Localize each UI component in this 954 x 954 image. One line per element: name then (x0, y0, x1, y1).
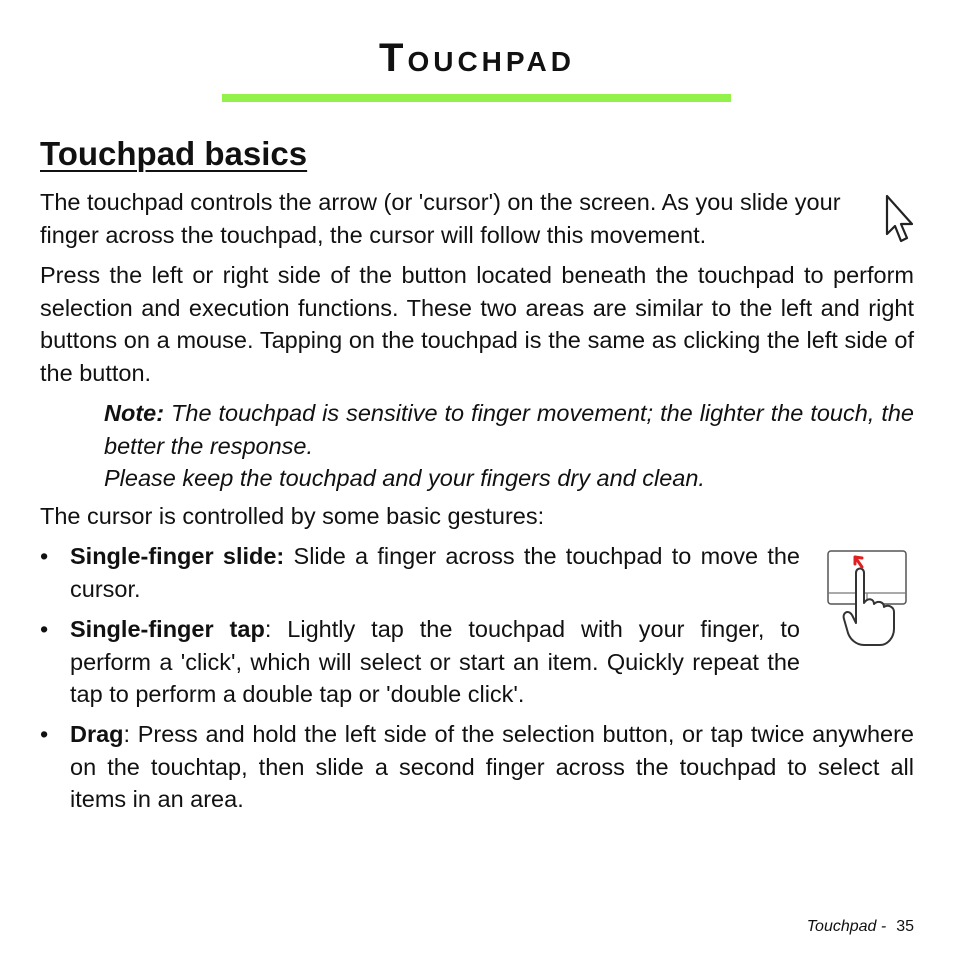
bullet-term: Drag (70, 721, 124, 747)
page-footer (807, 917, 914, 937)
note-paragraph (104, 397, 914, 462)
bullet-term: Single-finger tap (70, 616, 265, 642)
touchpad-slide-gesture-icon (826, 549, 910, 654)
list-item-text (70, 718, 914, 816)
intro-paragraph: The touchpad controls the arrow (or 'cursor') on the screen. As you slide your finger across the touchpad, the cursor will follow this movement. (40, 189, 841, 248)
section-heading: Touchpad basics (40, 135, 308, 172)
chapter-title: Touchpad (379, 36, 575, 80)
bullet-term: Single-finger slide: (70, 543, 285, 569)
note-text: The touchpad is sensitive to finger movement; the lighter the touch, the better the response. (104, 400, 914, 459)
buttons-paragraph: Press the left or right side of the button located beneath the touchpad to perform selection and execution functions. These two areas are similar to the left and right buttons on a mouse. Tapping on the touchpad is the same as clicking the left side of the button. (40, 262, 914, 386)
mouse-cursor-icon (884, 194, 916, 251)
gestures-intro: The cursor is controlled by some basic gestures: (40, 503, 545, 529)
bullet-description: : Press and hold the left side of the selection button, or tap twice anywhere on the touchtap, then slide a second finger across the touchpad to select all items in an area. (70, 721, 914, 812)
list-item-text (70, 613, 800, 711)
bullet-description: Slide a finger across the touchpad to move the cursor. (70, 543, 801, 602)
note-paragraph-2: Please keep the touchpad and your fingers dry and clean. (104, 465, 705, 491)
page-number: 35 (896, 918, 914, 935)
bullet-marker: • (40, 543, 49, 569)
footer-section-label: Touchpad - (806, 918, 887, 935)
bullet-description: : Lightly tap the touchpad with your finger, to perform a 'click', which will select or start an item. Quickly repeat the tap to perform a double tap or 'double click'. (70, 616, 800, 707)
title-underline-bar (222, 94, 731, 102)
bullet-marker: • (40, 616, 49, 642)
bullet-marker: • (40, 721, 49, 747)
list-item-text (70, 540, 800, 605)
note-label: Note: (104, 400, 165, 426)
